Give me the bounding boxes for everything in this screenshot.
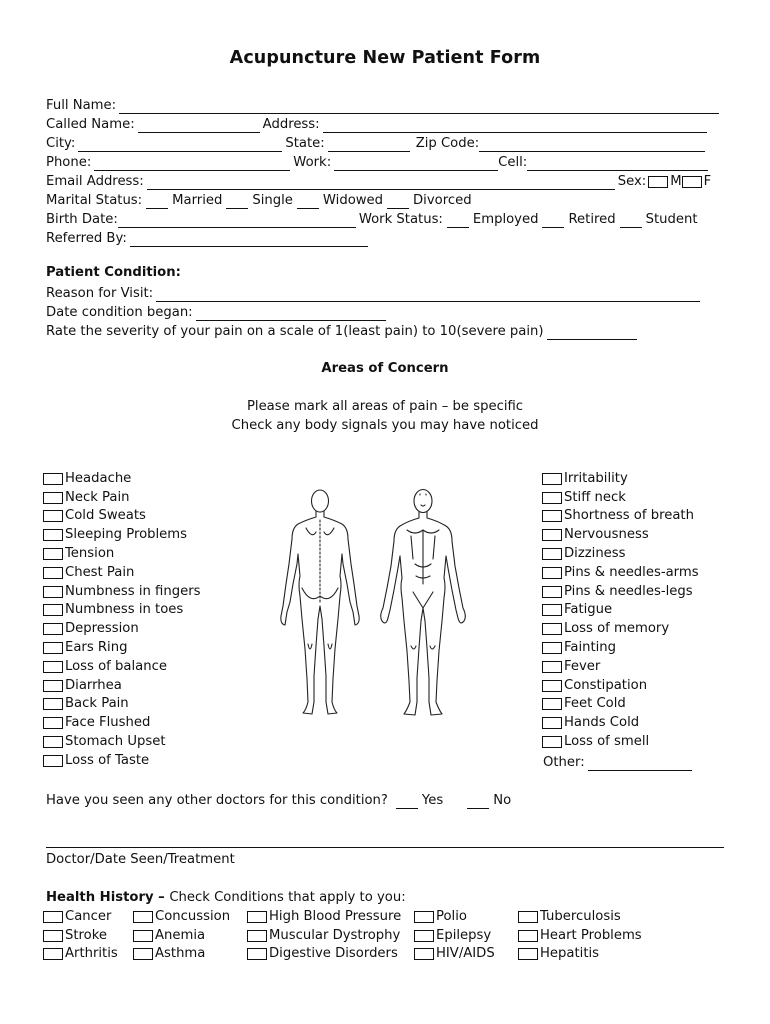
divorced-label: Divorced (413, 193, 472, 208)
concern-item-loss-of-balance[interactable] (43, 656, 201, 675)
condition-item-epilepsy[interactable] (414, 925, 495, 944)
concern-checkbox[interactable] (43, 623, 63, 635)
phone-label: Phone: (46, 155, 92, 170)
concern-checkbox[interactable] (542, 492, 562, 504)
concern-label: Neck Pain (65, 489, 130, 505)
email-field[interactable] (147, 175, 615, 190)
severity-label: Rate the severity of your pain on a scale of 1(least pain) to 10(severe pain) (46, 324, 544, 339)
areas-instruction-1: Please mark all areas of pain – be specific (246, 399, 524, 414)
date-began-label: Date condition began: (46, 305, 193, 320)
single-label: Single (252, 193, 293, 208)
called-name-field[interactable] (138, 118, 260, 133)
concern-item-shortness-of-breath[interactable] (542, 506, 699, 525)
concern-item-loss-of-taste[interactable] (43, 750, 201, 769)
condition-label: Heart Problems (540, 927, 642, 943)
concern-label: Constipation (564, 677, 648, 693)
concern-label: Loss of memory (564, 621, 670, 637)
condition-checkbox[interactable] (43, 930, 63, 942)
concern-item-fatigue[interactable] (542, 600, 699, 619)
concern-label: Fever (564, 658, 601, 674)
concern-item-cold-sweats[interactable] (43, 506, 201, 525)
employed-label: Employed (472, 212, 539, 227)
concern-checkbox[interactable] (542, 548, 562, 560)
concern-label: Diarrhea (65, 677, 122, 693)
city-field[interactable] (78, 137, 282, 152)
condition-label: High Blood Pressure (269, 908, 402, 924)
phone-field[interactable] (94, 156, 290, 171)
concern-item-neck-pain[interactable] (43, 487, 201, 506)
city-label: City: (46, 136, 76, 151)
health-history-subtitle: Check Conditions that apply to you: (169, 890, 406, 905)
severity-row (46, 322, 640, 340)
concern-checkbox[interactable] (43, 510, 63, 522)
employed-blank[interactable] (447, 213, 469, 228)
concern-item-diarrhea[interactable] (43, 675, 201, 694)
condition-label: Muscular Dystrophy (269, 927, 401, 943)
condition-label: Stroke (65, 927, 108, 943)
concern-checkbox[interactable] (542, 473, 562, 485)
health-history-dash: – (153, 890, 170, 905)
concern-item-chest-pain[interactable] (43, 562, 201, 581)
health-history-column (247, 906, 401, 962)
concern-label: Ears Ring (65, 639, 128, 655)
health-history-heading: Health History (46, 890, 154, 905)
condition-item-cancer[interactable] (43, 906, 118, 925)
health-history-column (414, 906, 495, 962)
address-field[interactable] (323, 118, 707, 133)
concern-checkbox[interactable] (542, 529, 562, 541)
state-field[interactable] (328, 137, 410, 152)
condition-item-polio[interactable] (414, 906, 495, 925)
body-diagram[interactable] (280, 484, 480, 729)
concern-label: Hands Cold (564, 715, 640, 731)
birth-date-label: Birth Date: (46, 212, 118, 227)
concern-item-pins-and-needles-legs[interactable] (542, 581, 699, 600)
condition-label: Concussion (155, 908, 231, 924)
concern-list-right (542, 468, 699, 750)
concern-label: Headache (65, 470, 132, 486)
condition-item-concussion[interactable] (133, 906, 230, 925)
concern-checkbox[interactable] (542, 510, 562, 522)
condition-item-asthma[interactable] (133, 944, 230, 963)
condition-checkbox[interactable] (414, 948, 434, 960)
treatment-label: Doctor/Date Seen/Treatment (46, 852, 235, 867)
condition-checkbox[interactable] (414, 930, 434, 942)
concern-item-hands-cold[interactable] (542, 712, 699, 731)
concern-item-depression[interactable] (43, 618, 201, 637)
condition-label: Hepatitis (540, 946, 600, 962)
retired-label: Retired (568, 212, 616, 227)
health-history-column (133, 906, 230, 962)
condition-item-muscular-dystrophy[interactable] (247, 925, 401, 944)
health-history-column (43, 906, 118, 962)
condition-label: Cancer (65, 908, 112, 924)
birth-date-field[interactable] (118, 213, 356, 228)
other-doctors-yes-label: Yes (421, 793, 444, 808)
concern-label: Loss of Taste (65, 752, 150, 768)
condition-checkbox[interactable] (133, 930, 153, 942)
treatment-row (46, 850, 235, 868)
condition-checkbox[interactable] (43, 948, 63, 960)
marital-row (46, 191, 472, 209)
concern-item-numbness-in-toes[interactable] (43, 600, 201, 619)
reason-row (46, 284, 703, 302)
concern-label: Tension (65, 545, 115, 561)
single-blank[interactable] (226, 194, 248, 209)
concern-item-tension[interactable] (43, 543, 201, 562)
concern-checkbox[interactable] (542, 717, 562, 729)
concern-checkbox[interactable] (542, 642, 562, 654)
treatment-line[interactable] (46, 847, 724, 848)
called-name-label: Called Name: (46, 117, 135, 132)
other-doctors-no-blank[interactable] (467, 794, 489, 809)
condition-checkbox[interactable] (133, 948, 153, 960)
concern-item-fever[interactable] (542, 656, 699, 675)
areas-instruction-2: Check any body signals you may have noticed (231, 418, 539, 433)
concern-checkbox[interactable] (542, 661, 562, 673)
full-name-label: Full Name: (46, 98, 117, 113)
condition-checkbox[interactable] (43, 911, 63, 923)
concern-checkbox[interactable] (43, 604, 63, 616)
widowed-label: Widowed (322, 193, 384, 208)
concern-checkbox[interactable] (43, 642, 63, 654)
referred-label: Referred By: (46, 231, 127, 246)
health-history-column (518, 906, 642, 962)
student-label: Student (645, 212, 698, 227)
condition-checkbox[interactable] (518, 948, 538, 960)
reason-field[interactable] (156, 287, 700, 302)
condition-item-hepatitis[interactable] (518, 944, 642, 963)
patient-condition-heading: Patient Condition: (46, 265, 181, 280)
concern-checkbox[interactable] (43, 680, 63, 692)
condition-checkbox[interactable] (518, 930, 538, 942)
concern-list-left (43, 468, 201, 769)
concern-label: Depression (65, 621, 139, 637)
cell-field[interactable] (527, 156, 708, 171)
condition-checkbox[interactable] (133, 911, 153, 923)
concern-label: Fatigue (564, 602, 613, 618)
referred-field[interactable] (130, 232, 368, 247)
concern-label: Loss of balance (65, 658, 167, 674)
concern-checkbox[interactable] (43, 548, 63, 560)
concern-item-stiff-neck[interactable] (542, 487, 699, 506)
other-field[interactable] (588, 756, 692, 771)
severity-field[interactable] (547, 325, 637, 340)
date-began-row (46, 303, 389, 321)
concern-checkbox[interactable] (43, 717, 63, 729)
other-row (543, 753, 695, 771)
sex-m-label: M (670, 174, 682, 189)
concern-item-pins-and-needles-arms[interactable] (542, 562, 699, 581)
concern-checkbox[interactable] (43, 567, 63, 579)
concern-item-constipation[interactable] (542, 675, 699, 694)
phone-row (46, 153, 711, 171)
city-row (46, 134, 708, 152)
concern-label: Cold Sweats (65, 508, 146, 524)
concern-label: Numbness in toes (65, 602, 184, 618)
concern-item-fainting[interactable] (542, 637, 699, 656)
called-name-row (46, 115, 710, 133)
front-view-figure (381, 490, 466, 716)
concern-checkbox[interactable] (43, 736, 63, 748)
health-history-row (46, 888, 406, 906)
condition-label: Polio (436, 908, 467, 924)
concern-checkbox[interactable] (542, 604, 562, 616)
concern-item-ears-ring[interactable] (43, 637, 201, 656)
concern-item-nervousness[interactable] (542, 524, 699, 543)
other-label: Other: (543, 755, 585, 770)
concern-checkbox[interactable] (43, 529, 63, 541)
concern-checkbox[interactable] (43, 698, 63, 710)
concern-checkbox[interactable] (542, 586, 562, 598)
retired-blank[interactable] (542, 213, 564, 228)
areas-heading: Areas of Concern (321, 361, 449, 376)
widowed-blank[interactable] (297, 194, 319, 209)
concern-checkbox[interactable] (542, 736, 562, 748)
address-label: Address: (262, 117, 320, 132)
concern-checkbox[interactable] (43, 755, 63, 767)
concern-label: Sleeping Problems (65, 527, 188, 543)
state-label: State: (285, 136, 325, 151)
full-name-field[interactable] (119, 99, 719, 114)
birth-row (46, 210, 698, 228)
condition-item-heart-problems[interactable] (518, 925, 642, 944)
concern-item-loss-of-memory[interactable] (542, 618, 699, 637)
other-doctors-no-label: No (493, 793, 512, 808)
concern-checkbox[interactable] (542, 623, 562, 635)
concern-checkbox[interactable] (43, 492, 63, 504)
concern-checkbox[interactable] (43, 473, 63, 485)
concern-item-dizziness[interactable] (542, 543, 699, 562)
concern-label: Stiff neck (564, 489, 626, 505)
condition-checkbox[interactable] (247, 911, 267, 923)
concern-label: Shortness of breath (564, 508, 694, 524)
back-view-figure (281, 490, 359, 714)
other-doctors-row (46, 791, 511, 809)
married-label: Married (172, 193, 223, 208)
concern-item-back-pain[interactable] (43, 694, 201, 713)
email-row (46, 172, 711, 190)
condition-checkbox[interactable] (518, 911, 538, 923)
condition-label: Tuberculosis (540, 908, 621, 924)
sex-f-checkbox[interactable] (682, 176, 702, 188)
condition-item-stroke[interactable] (43, 925, 118, 944)
condition-label: Anemia (155, 927, 206, 943)
condition-item-arthritis[interactable] (43, 944, 118, 963)
concern-label: Numbness in fingers (65, 583, 201, 599)
concern-label: Feet Cold (564, 696, 626, 712)
concern-checkbox[interactable] (542, 698, 562, 710)
concern-label: Dizziness (564, 545, 626, 561)
concern-item-sleeping-problems[interactable] (43, 524, 201, 543)
condition-item-anemia[interactable] (133, 925, 230, 944)
other-doctors-yes-blank[interactable] (396, 794, 418, 809)
form-title: Acupuncture New Patient Form (229, 48, 541, 68)
student-blank[interactable] (620, 213, 642, 228)
concern-label: Face Flushed (65, 715, 151, 731)
concern-label: Back Pain (65, 696, 129, 712)
condition-checkbox[interactable] (247, 948, 267, 960)
sex-label: Sex: (617, 174, 647, 189)
concern-label: Chest Pain (65, 564, 135, 580)
married-blank[interactable] (146, 194, 168, 209)
concern-checkbox[interactable] (542, 567, 562, 579)
concern-item-irritability[interactable] (542, 468, 699, 487)
concern-label: Irritability (564, 470, 628, 486)
concern-label: Stomach Upset (65, 733, 166, 749)
concern-checkbox[interactable] (43, 661, 63, 673)
work-field[interactable] (334, 156, 498, 171)
sex-f-label: F (703, 174, 712, 189)
concern-item-stomach-upset[interactable] (43, 731, 201, 750)
cell-label: Cell: (498, 155, 528, 170)
condition-checkbox[interactable] (247, 930, 267, 942)
concern-checkbox[interactable] (542, 680, 562, 692)
reason-label: Reason for Visit: (46, 286, 154, 301)
concern-checkbox[interactable] (43, 586, 63, 598)
concern-item-numbness-in-fingers[interactable] (43, 581, 201, 600)
concern-item-loss-of-smell[interactable] (542, 731, 699, 750)
condition-item-digestive-disorders[interactable] (247, 944, 401, 963)
marital-label: Marital Status: (46, 193, 143, 208)
concern-item-feet-cold[interactable] (542, 694, 699, 713)
other-doctors-question: Have you seen any other doctors for this condition? (46, 793, 388, 808)
date-began-field[interactable] (196, 306, 386, 321)
condition-label: Digestive Disorders (269, 946, 398, 962)
concern-label: Nervousness (564, 527, 649, 543)
condition-checkbox[interactable] (414, 911, 434, 923)
concern-label: Pins & needles-legs (564, 583, 693, 599)
condition-item-hiv-aids[interactable] (414, 944, 495, 963)
condition-label: HIV/AIDS (436, 946, 495, 962)
condition-item-high-blood-pressure[interactable] (247, 906, 401, 925)
condition-label: Epilepsy (436, 927, 492, 943)
zip-label: Zip Code: (415, 136, 480, 151)
condition-label: Arthritis (65, 946, 118, 962)
work-status-label: Work Status: (358, 212, 443, 227)
condition-label: Asthma (155, 946, 206, 962)
concern-item-face-flushed[interactable] (43, 712, 201, 731)
full-name-row (46, 96, 722, 114)
referred-row (46, 229, 371, 247)
concern-label: Loss of smell (564, 733, 650, 749)
concern-label: Pins & needles-arms (564, 564, 699, 580)
work-label: Work: (293, 155, 332, 170)
email-label: Email Address: (46, 174, 144, 189)
concern-item-headache[interactable] (43, 468, 201, 487)
sex-m-checkbox[interactable] (648, 176, 668, 188)
condition-item-tuberculosis[interactable] (518, 906, 642, 925)
concern-label: Fainting (564, 639, 617, 655)
zip-field[interactable] (479, 137, 705, 152)
divorced-blank[interactable] (387, 194, 409, 209)
